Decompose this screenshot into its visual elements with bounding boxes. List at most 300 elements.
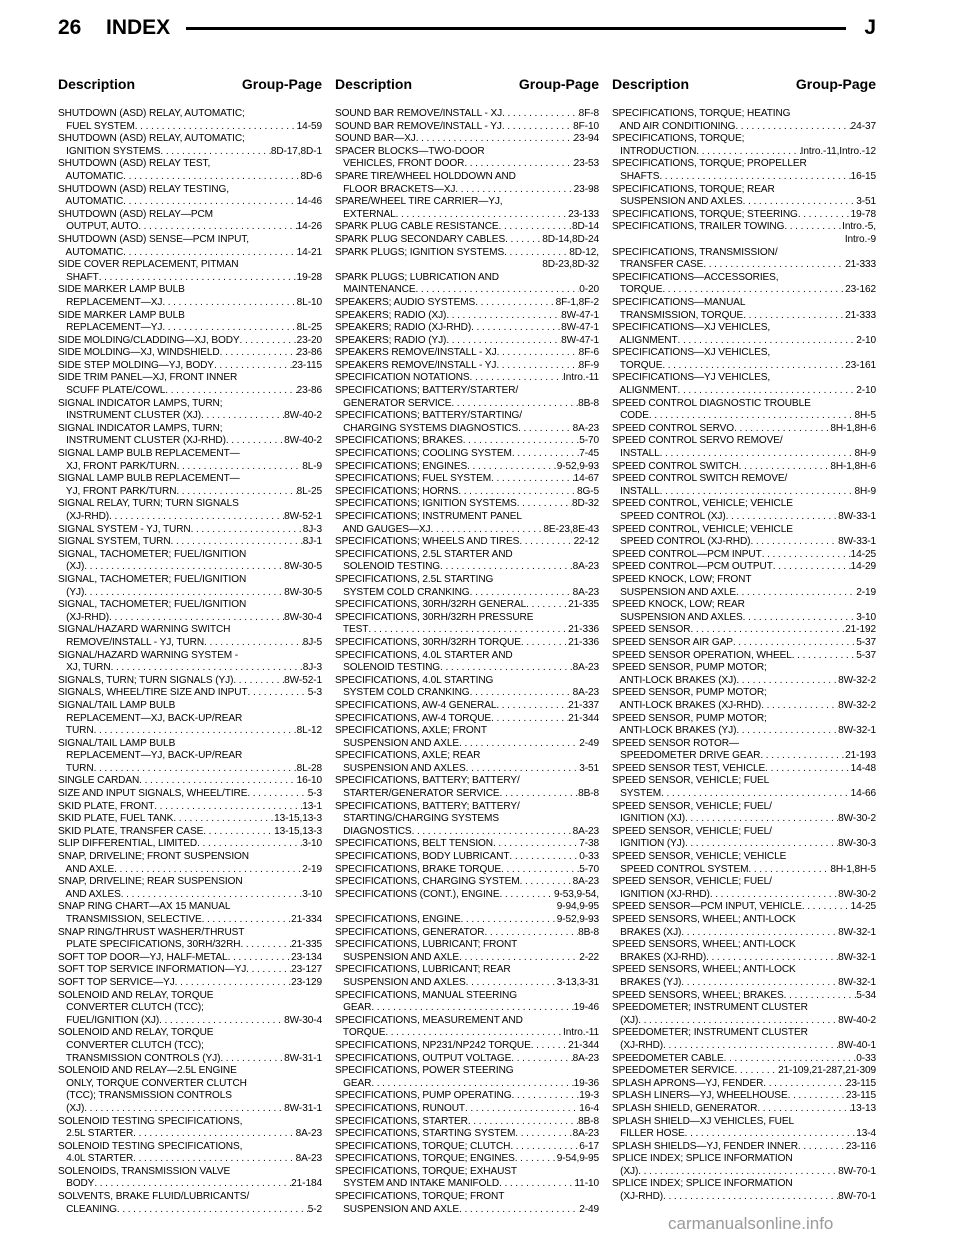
leader-dots — [197, 838, 302, 851]
entry-text: AUTOMATIC — [58, 246, 124, 258]
index-entry — [612, 713, 876, 738]
leader-dots — [371, 1078, 573, 1091]
index-entry — [335, 838, 599, 851]
group-page-ref: Intro.-5, — [842, 221, 876, 233]
group-page-ref: Intro.-11 — [563, 1027, 599, 1039]
leader-dots — [202, 914, 292, 927]
index-entry — [335, 234, 599, 247]
group-page-ref: 5-2 — [307, 1203, 322, 1215]
group-page-ref: 2-49 — [579, 737, 599, 749]
group-page-ref: 21-337 — [568, 699, 599, 711]
leader-dots — [505, 234, 542, 247]
entry-text: SPECIFICATIONS—MANUAL — [612, 296, 746, 308]
group-page-ref: 8H-1,8H-5 — [830, 863, 876, 875]
entry-text: XJ, TURN — [58, 662, 111, 674]
entry-text: SCUFF PLATE/COWL — [58, 385, 166, 397]
leader-dots — [496, 700, 568, 713]
index-entry — [612, 914, 876, 939]
index-entry — [335, 1040, 599, 1053]
group-page-ref: 8A-23 — [572, 1128, 599, 1140]
index-entry — [58, 1065, 322, 1115]
entry-text: SIDE MOLDING—XJ, WINDSHIELD — [58, 347, 220, 359]
index-entry — [58, 977, 322, 990]
index-entry — [612, 498, 876, 523]
entry-text: SOUND BAR REMOVE/INSTALL - YJ — [335, 120, 502, 132]
leader-dots — [500, 788, 579, 801]
entry-text: SPECIFICATIONS, TRANSMISSION/ — [612, 246, 778, 258]
index-entry — [58, 473, 322, 498]
entry-text: SPECIFICATIONS, 2.5L STARTING — [335, 573, 494, 585]
entry-text: GENERATOR SERVICE — [335, 397, 452, 409]
group-page-ref: 3-13,3-31 — [556, 976, 599, 988]
leader-dots — [461, 914, 557, 927]
index-entry — [58, 964, 322, 977]
index-column-2 — [335, 108, 599, 1215]
group-page-ref: 8G-5 — [576, 485, 599, 497]
index-entry — [58, 498, 322, 523]
entry-text: BRAKES (XJ) — [612, 926, 682, 938]
index-entry — [58, 1166, 322, 1191]
index-entry — [58, 398, 322, 423]
entry-text: SHUTDOWN (ASD) RELAY TESTING, — [58, 183, 229, 195]
entry-text: SPEED KNOCK, LOW; REAR — [612, 599, 745, 611]
leader-dots — [446, 335, 561, 348]
group-page-ref: 7-45 — [579, 448, 599, 460]
index-entry — [58, 738, 322, 776]
entry-text: SOFT TOP SERVICE INFORMATION—YJ — [58, 964, 247, 976]
leader-dots — [497, 347, 579, 360]
entry-text: SOLENOID AND RELAY—2.5L ENGINE — [58, 1065, 237, 1077]
entry-text: SPLICE INDEX; SPLICE INFORMATION — [612, 1178, 793, 1190]
index-entry — [335, 297, 599, 310]
entry-text: CODE — [612, 410, 649, 422]
entry-text: SPECIFICATIONS, AW-4 TORQUE — [335, 712, 492, 724]
leader-dots — [511, 1053, 572, 1066]
entry-text: SPECIFICATION NOTATIONS — [335, 372, 470, 384]
group-page-ref: 21-344 — [568, 712, 599, 724]
index-entry — [335, 146, 599, 171]
entry-text: SUSPENSION AND AXLE — [335, 1203, 460, 1215]
leader-dots — [743, 310, 845, 323]
leader-dots — [748, 864, 830, 877]
leader-dots — [246, 964, 291, 977]
group-page-ref: 8W-40-2 — [284, 410, 322, 422]
index-entry — [58, 524, 322, 537]
entry-text: SPEED CONTROL—PCM OUTPUT — [612, 561, 773, 573]
group-page-ref: 8W-32-1 — [838, 976, 876, 988]
page-header — [58, 16, 876, 56]
index-column-1 — [58, 108, 322, 1215]
entry-text: SPECIFICATIONS, NP231/NP242 TORQUE — [335, 1039, 531, 1051]
index-entry — [612, 347, 876, 372]
entry-text: SPECIFICATIONS; IGNITION SYSTEMS — [335, 498, 517, 510]
leader-dots — [504, 247, 569, 260]
group-page-ref: 13-4 — [856, 1128, 876, 1140]
leader-dots — [678, 385, 857, 398]
leader-dots — [802, 901, 851, 914]
entry-text: SPECIFICATIONS, LUBRICANT; FRONT — [335, 939, 518, 951]
leader-dots — [511, 1090, 579, 1103]
leader-dots — [662, 360, 845, 373]
index-entry — [58, 310, 322, 335]
group-page-ref: 14-66 — [850, 788, 876, 800]
leader-dots — [470, 587, 573, 600]
leader-dots — [663, 1040, 838, 1053]
entry-text: REMOVE/INSTALL - YJ, TURN — [58, 636, 205, 648]
entry-text: SPEED CONTROL SWITCH — [612, 460, 739, 472]
entry-text: SHUTDOWN (ASD) RELAY TEST, — [58, 158, 211, 170]
entry-text: SPARK PLUGS; IGNITION SYSTEMS — [335, 246, 505, 258]
entry-text: SPECIFICATIONS, AXLE; FRONT — [335, 725, 487, 737]
index-entry — [58, 108, 322, 133]
leader-dots — [734, 423, 830, 436]
leader-dots — [99, 272, 297, 285]
entry-text: GEAR — [335, 1077, 372, 1089]
group-page-ref: 8W-47-1 — [561, 334, 599, 346]
leader-dots — [681, 927, 838, 940]
index-entry — [335, 347, 599, 360]
group-page-ref: 8A-23 — [572, 825, 599, 837]
leader-dots — [521, 637, 568, 650]
index-entry — [335, 801, 599, 839]
index-entry — [612, 650, 876, 663]
leader-dots — [177, 461, 303, 474]
entry-text: SNAP RING CHART—AX 15 MANUAL — [58, 901, 231, 913]
entry-text: PLATE SPECIFICATIONS, 30RH/32RH — [58, 939, 241, 951]
index-entry — [612, 272, 876, 297]
group-page-ref: 8W-40-2 — [284, 435, 322, 447]
entry-text: SPLASH SHIELD—XJ VEHICLES, FUEL — [612, 1115, 795, 1127]
index-entry — [58, 952, 322, 965]
index-entry — [612, 901, 876, 914]
entry-text: VEHICLES, FRONT DOOR — [335, 158, 465, 170]
entry-text: SPEAKERS; RADIO (YJ) — [335, 334, 447, 346]
entry-text: SPECIFICATIONS, TORQUE; REAR — [612, 183, 775, 195]
index-entry — [335, 486, 599, 499]
leader-dots — [368, 624, 568, 637]
index-entry — [58, 360, 322, 373]
index-entry — [58, 574, 322, 599]
group-page-ref: 8B-8 — [578, 926, 599, 938]
group-page-ref: 8D-17,8D-1 — [270, 145, 322, 157]
group-page-ref: 8H-9 — [854, 448, 876, 460]
index-entry — [335, 511, 599, 536]
index-entry — [58, 838, 322, 851]
group-page-ref: 8L-25 — [296, 322, 322, 334]
group-page-ref: 8W-31-1 — [284, 1052, 322, 1064]
leader-dots — [416, 133, 574, 146]
column-heading — [335, 76, 599, 100]
leader-dots — [123, 196, 297, 209]
group-page-ref: 8W-32-2 — [838, 699, 876, 711]
group-page-ref: 5-70 — [579, 863, 599, 875]
leader-dots — [440, 662, 573, 675]
leader-dots — [660, 448, 855, 461]
entry-text: SPECIFICATIONS, BATTERY; BATTERY/ — [335, 775, 520, 787]
index-entry — [58, 158, 322, 183]
group-page-ref: 9-54,9-95 — [556, 1153, 599, 1165]
entry-text: SHAFTS — [612, 170, 660, 182]
entry-text: SPECIFICATIONS, BELT TENSION — [335, 838, 493, 850]
index-entry — [612, 1065, 876, 1078]
group-page-ref: 22-12 — [573, 536, 599, 548]
entry-text: SPLASH LINERS—YJ, WHEELHOUSE — [612, 1090, 788, 1102]
entry-text: SPECIFICATIONS, 2.5L STARTER AND — [335, 548, 513, 560]
group-page-ref: 23-161 — [845, 359, 876, 371]
group-page-ref: 21-335 — [291, 939, 322, 951]
index-entry — [335, 1153, 599, 1166]
entry-text: SPECIFICATIONS, TORQUE; FRONT — [335, 1191, 505, 1203]
entry-text: SPEED CONTROL SERVO — [612, 422, 735, 434]
index-entry — [335, 876, 599, 889]
entry-text: TRANSFER CASE — [612, 259, 704, 271]
index-entry — [335, 385, 599, 410]
entry-text: SPECIFICATIONS, MEASUREMENT AND — [335, 1014, 523, 1026]
entry-text: SPEAKERS REMOVE/INSTALL - XJ — [335, 347, 497, 359]
group-page-ref: 8A-23 — [572, 662, 599, 674]
index-entry — [335, 964, 599, 989]
index-entry — [335, 927, 599, 940]
group-page-ref: 16-4 — [579, 1102, 599, 1114]
index-entry — [58, 133, 322, 158]
leader-dots — [133, 1153, 295, 1166]
entry-text: SIGNAL, TACHOMETER; FUEL/IGNITION — [58, 573, 247, 585]
leader-dots — [724, 1053, 857, 1066]
index-entry — [612, 1078, 876, 1091]
entry-text: SIGNAL SYSTEM - YJ, TURN — [58, 523, 191, 535]
index-entry — [612, 1090, 876, 1103]
entry-text: SIDE MARKER LAMP BULB — [58, 284, 185, 296]
leader-dots — [520, 876, 573, 889]
group-page-ref: 23-115 — [291, 359, 322, 371]
watermark: carmanualsonline.info — [668, 1214, 834, 1233]
leader-dots — [681, 977, 838, 990]
entry-text: SKID PLATE, FUEL TANK — [58, 813, 174, 825]
entry-text: SIGNAL, TACHOMETER; FUEL/IGNITION — [58, 599, 247, 611]
group-page-ref: 8F-10 — [573, 120, 599, 132]
group-page-ref: 14-26 — [296, 221, 322, 233]
leader-dots — [138, 221, 296, 234]
entry-text: SPECIFICATIONS, GENERATOR — [335, 926, 485, 938]
entry-text: INSTRUMENT CLUSTER (XJ-RHD) — [58, 435, 226, 447]
entry-text: TRANSMISSION, SELECTIVE — [58, 914, 202, 925]
entry-text: SIGNAL LAMP BULB REPLACEMENT— — [58, 448, 240, 460]
group-page-ref: 3-10 — [856, 611, 876, 623]
group-page-ref: 14-29 — [850, 561, 876, 573]
leader-dots — [470, 687, 573, 700]
group-page-ref: 8J-3 — [302, 523, 322, 535]
index-entry — [335, 612, 599, 637]
entry-text: SPARE TIRE/WHEEL HOLDDOWN AND — [335, 170, 516, 182]
group-page-ref: 23-115 — [845, 1090, 876, 1102]
leader-dots — [710, 889, 838, 902]
entry-text: SPECIFICATIONS; ENGINES — [335, 460, 468, 472]
index-entry — [612, 826, 876, 851]
column-heading — [58, 76, 322, 100]
leader-dots — [226, 435, 284, 448]
index-entry — [612, 247, 876, 272]
entry-text: SHUTDOWN (ASD) RELAY—PCM — [58, 208, 213, 220]
index-entry — [612, 687, 876, 712]
index-entry — [335, 171, 599, 196]
entry-text: SPECIFICATIONS, 30RH/32RH GENERAL — [335, 599, 527, 611]
header-rule — [186, 27, 846, 30]
entry-text: SPECIFICATIONS, 30RH/32RH PRESSURE — [335, 611, 534, 623]
group-page-ref: 8W-32-1 — [838, 725, 876, 737]
entry-text: TORQUE — [612, 284, 663, 296]
group-page-ref: 21-192 — [845, 624, 876, 636]
index-entry — [335, 637, 599, 650]
group-page-heading: Group-Page — [518, 76, 599, 92]
leader-dots — [499, 221, 572, 234]
entry-text: SHUTDOWN (ASD) RELAY, AUTOMATIC; — [58, 108, 245, 119]
group-page-ref: 23-86 — [296, 385, 322, 397]
group-page-ref: 8W-70-1 — [838, 1191, 876, 1203]
leader-dots — [171, 536, 303, 549]
leader-dots — [430, 524, 543, 537]
group-page-ref: 8W-30-2 — [838, 813, 876, 825]
index-entry — [335, 108, 599, 121]
leader-dots — [139, 775, 297, 788]
group-page-ref: 8W-32-1 — [838, 951, 876, 963]
description-heading: Description — [612, 76, 690, 92]
leader-dots — [660, 486, 855, 499]
index-entry — [612, 461, 876, 474]
entry-text: SPECIFICATIONS, MANUAL STEERING — [335, 989, 517, 1001]
entry-text: SPLASH SHIELDS—YJ, FENDER INNER — [612, 1140, 798, 1152]
group-page-ref: 8W-30-5 — [284, 561, 322, 573]
index-entry — [335, 675, 599, 700]
index-entry — [612, 1002, 876, 1027]
entry-text: SPECIFICATIONS, TORQUE; CLUTCH — [335, 1140, 511, 1152]
group-page-ref: 5-37 — [856, 636, 876, 648]
leader-dots — [465, 1103, 579, 1116]
page-number: 26 — [58, 16, 82, 39]
index-entry — [612, 158, 876, 183]
entry-text: SYSTEM COLD CRANKING — [335, 586, 470, 598]
entry-text: SPECIFICATIONS—XJ VEHICLES, — [612, 347, 771, 359]
entry-text: IGNITION SYSTEMS — [58, 145, 161, 157]
entry-text: SPEED SENSOR—PCM INPUT, VEHICLE — [612, 901, 802, 913]
index-entry — [612, 209, 876, 222]
leader-dots — [736, 675, 838, 688]
entry-text: SPEEDOMETER SERVICE — [612, 1065, 735, 1077]
group-page-ref: 24-37 — [850, 120, 876, 132]
leader-dots — [459, 952, 579, 965]
leader-dots — [638, 1015, 838, 1028]
entry-text: SPEED CONTROL SYSTEM — [612, 863, 749, 875]
group-page-ref: 23-116 — [845, 1140, 876, 1152]
entry-text: SHUTDOWN (ASD) RELAY, AUTOMATIC; — [58, 133, 245, 145]
entry-text: CHARGING SYSTEMS DIAGNOSTICS — [335, 422, 519, 434]
entry-text: SPEED CONTROL—PCM INPUT — [612, 548, 762, 560]
entry-text: SIGNAL SYSTEM, TURN — [58, 536, 171, 548]
leader-dots — [757, 1103, 850, 1116]
group-page-ref: 8A-23 — [295, 1153, 322, 1165]
index-entry — [335, 372, 599, 385]
entry-text: SPECIFICATIONS; BATTERY/STARTER/ — [335, 385, 519, 397]
group-page-ref: 2-19 — [856, 586, 876, 598]
entry-text: SPEED SENSOR, VEHICLE; VEHICLE — [612, 851, 787, 863]
leader-dots — [176, 486, 296, 499]
leader-dots — [94, 1178, 291, 1191]
index-entry — [58, 335, 322, 348]
index-entry — [335, 1141, 599, 1154]
leader-dots — [734, 1065, 778, 1078]
index-entry — [58, 813, 322, 826]
description-heading: Description — [58, 76, 136, 92]
index-entry — [58, 801, 322, 814]
entry-text: SPEAKERS; RADIO (XJ) — [335, 309, 447, 321]
leader-dots — [451, 398, 578, 411]
leader-dots — [685, 1128, 857, 1141]
group-page-ref: 8W-30-4 — [284, 611, 322, 623]
leader-dots — [133, 1128, 295, 1141]
entry-text: TURN — [58, 762, 94, 774]
leader-dots — [114, 864, 302, 877]
entry-text: REPLACEMENT—YJ — [58, 322, 163, 334]
group-page-ref: 8D-6 — [300, 170, 322, 182]
entry-text: SPECIFICATIONS, OUTPUT VOLTAGE — [335, 1052, 512, 1064]
index-entry — [58, 423, 322, 448]
group-page-ref: 8W-52-1 — [284, 674, 322, 686]
group-page-ref: Intro.-11 — [563, 372, 599, 384]
group-page-ref: 23-133 — [568, 208, 599, 220]
entry-text: SIDE TRIM PANEL—XJ, FRONT INNER — [58, 372, 238, 384]
leader-dots — [220, 347, 297, 360]
entry-text: SPEED SENSOR AIR GAP — [612, 636, 733, 648]
group-page-ref: 21-193 — [845, 750, 876, 762]
entry-text: SPEED SENSOR, VEHICLE; FUEL/ — [612, 876, 772, 888]
entry-text: SKID PLATE, FRONT — [58, 800, 155, 812]
entry-text: (XJ-RHD) — [58, 511, 110, 522]
column-heading — [612, 76, 876, 100]
leader-dots — [784, 990, 857, 1003]
leader-dots — [458, 486, 577, 499]
index-entry — [335, 1128, 599, 1141]
index-entry — [58, 876, 322, 901]
leader-dots — [485, 927, 579, 940]
entry-text: SPECIFICATIONS; INSTRUMENT PANEL — [335, 511, 522, 522]
entry-text: SOLENOID AND RELAY, TORQUE — [58, 989, 214, 1001]
index-entry — [58, 901, 322, 926]
group-page-ref: 21-333 — [845, 259, 876, 271]
group-page-ref-continued: Intro.-9 — [844, 233, 876, 245]
entry-text: SOUND BAR REMOVE/INSTALL - XJ — [335, 108, 503, 119]
index-entry — [58, 259, 322, 284]
leader-dots — [248, 687, 308, 700]
index-entry — [612, 221, 876, 246]
entry-text: SIGNALS, TURN; TURN SIGNALS (YJ) — [58, 674, 234, 686]
index-entry — [612, 876, 876, 901]
entry-text: BRAKES (YJ) — [612, 976, 682, 988]
entry-text: SUSPENSION AND AXLE — [335, 951, 460, 963]
group-page-ref: 23-53 — [573, 158, 599, 170]
entry-text: SPEED SENSORS, WHEEL; ANTI-LOCK — [612, 964, 796, 976]
group-page-ref: 2-10 — [856, 385, 876, 397]
entry-text: SOFT TOP SERVICE—YJ — [58, 976, 175, 988]
group-page-ref: 23-134 — [291, 951, 322, 963]
group-page-ref: 8D-14,8D-24 — [542, 233, 599, 245]
group-page-ref: 8F-9 — [578, 359, 599, 371]
entry-text: SUSPENSION AND AXLES — [612, 196, 743, 208]
entry-text: (XJ) — [58, 561, 85, 573]
entry-text: SOLENOID TESTING — [335, 662, 441, 674]
group-page-ref: 8J-5 — [302, 636, 322, 648]
entry-text: SPECIFICATIONS, TORQUE; — [612, 133, 745, 145]
leader-dots — [773, 561, 851, 574]
group-page-ref: 7-38 — [579, 838, 599, 850]
